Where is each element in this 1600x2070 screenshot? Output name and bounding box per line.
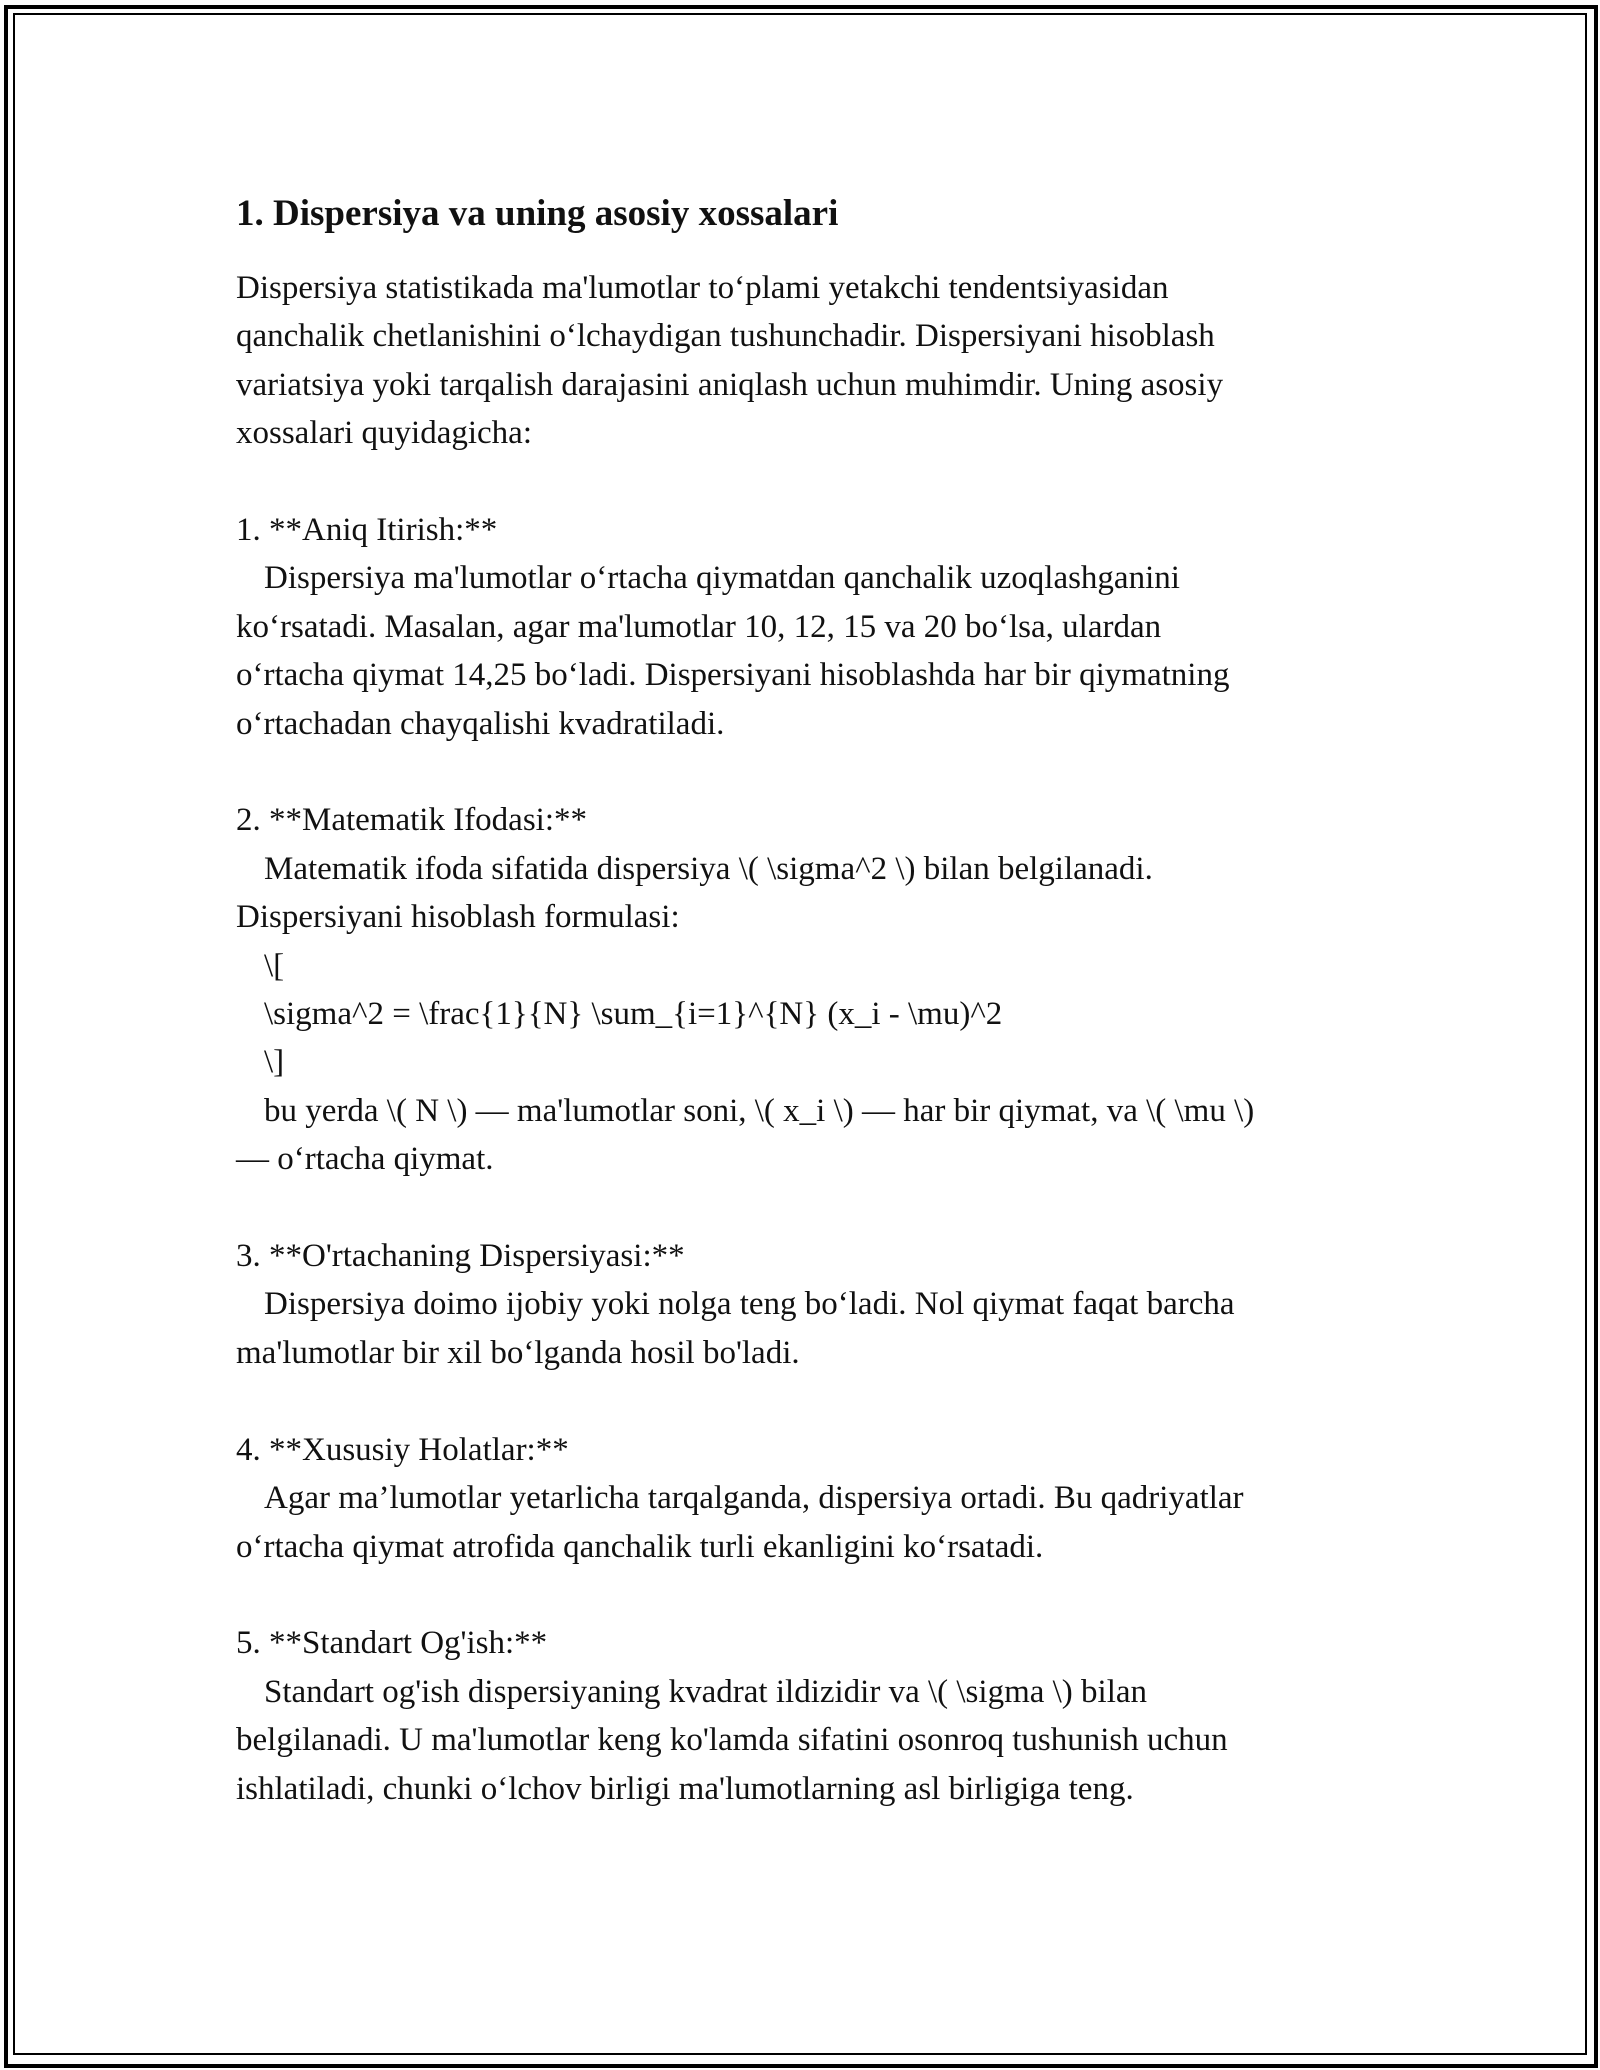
text-line: 1. **Aniq Itirish:** [236,512,498,549]
text-line: 2. **Matematik Ifodasi:** [236,802,588,839]
blank-line [236,1571,1396,1619]
document-body [236,188,1396,1813]
text-line: \sigma^2 = \frac{1}{N} \sum_{i=1}^{N} (x_i - \mu)^2 [264,996,1003,1033]
blank-line [236,458,1396,506]
text-line: ko‘rsatadi. Masalan, agar ma'lumotlar 10, 12, 15 va 20 bo‘lsa, ulardan [236,608,1162,645]
section-heading: 1. Dispersiya va uning asosiy xossalari [236,193,839,234]
text-line: o‘rtacha qiymat 14,25 bo‘ladi. Dispersiyani hisoblashda har bir qiymatning [236,657,1230,694]
text-line: — o‘rtacha qiymat. [236,1141,494,1178]
text-line: Dispersiya doimo ijobiy yoki nolga teng bo‘ladi. Nol qiymat faqat barcha [264,1286,1235,1323]
text-line: \[ [264,947,285,984]
text-line: Dispersiya statistikada ma'lumotlar to‘plami yetakchi tendentsiyasidan [236,270,1169,306]
document-text [236,264,1396,1813]
blank-line [236,1184,1396,1232]
text-line: \] [264,1044,285,1081]
text-line: Agar ma’lumotlar yetarlicha tarqalganda, dispersiya ortadi. Bu qadriyatlar [264,1480,1244,1517]
text-line: o‘rtachadan chayqalishi kvadratiladi. [236,705,725,742]
text-line: o‘rtacha qiymat atrofida qanchalik turli ekanligini ko‘rsatadi. [236,1528,1044,1565]
text-line: Dispersiyani hisoblash formulasi: [236,899,680,936]
text-line: qanchalik chetlanishini o‘lchaydigan tushunchadir. Dispersiyani hisoblash [236,318,1215,355]
text-line: 4. **Xususiy Holatlar:** [236,1431,569,1468]
text-line: variatsiya yoki tarqalish darajasini aniqlash uchun muhimdir. Uning asosiy [236,366,1224,403]
blank-line [236,748,1396,796]
blank-line [236,1377,1396,1425]
text-line: ma'lumotlar bir xil bo‘lganda hosil bo'ladi. [236,1334,800,1371]
text-line: Matematik ifoda sifatida dispersiya \( \sigma^2 \) bilan belgilanadi. [264,850,1153,887]
text-line: xossalari quyidagicha: [236,415,533,452]
text-line: 5. **Standart Og'ish:** [236,1625,548,1662]
text-line: Dispersiya ma'lumotlar o‘rtacha qiymatdan qanchalik uzoqlashganini [264,560,1180,597]
text-line: bu yerda \( N \) — ma'lumotlar soni, \( x_i \) — har bir qiymat, va \( \mu \) [264,1092,1255,1129]
text-line: belgilanadi. U ma'lumotlar keng ko'lamda sifatini osonroq tushunish uchun [236,1722,1228,1759]
text-line: 3. **O'rtachaning Dispersiyasi:** [236,1238,685,1275]
text-line: ishlatiladi, chunki o‘lchov birligi ma'lumotlarning asl birligiga teng. [236,1770,1134,1807]
text-line: Standart og'ish dispersiyaning kvadrat ildizidir va \( \sigma \) bilan [264,1673,1148,1710]
